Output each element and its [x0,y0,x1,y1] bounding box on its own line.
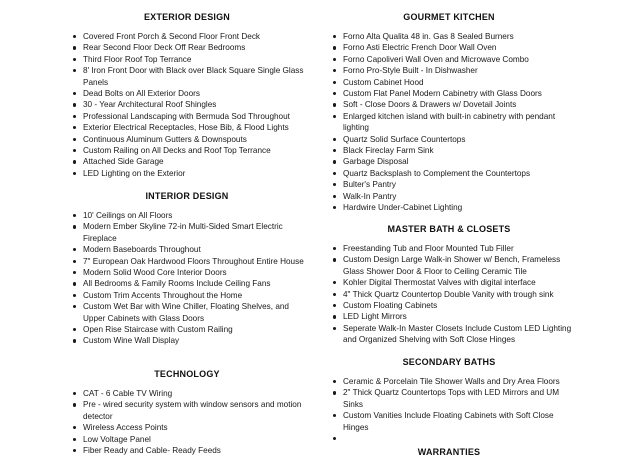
secondary-baths-list [322,376,576,433]
technology-section [62,369,312,456]
list-item: Bulter's Pantry [322,179,576,190]
list-item: Attached Side Garage [62,156,312,167]
master-bath-closets-heading: MASTER BATH & CLOSETS [387,224,511,234]
interior-design-list [62,210,312,347]
list-item: Quartz Backsplash to Complement the Countertops [322,168,576,179]
secondary-baths-section [322,357,576,433]
secondary-baths-heading: SECONDARY BATHS [402,357,496,367]
list-item: Custom Flat Panel Modern Cabinetry with Glass Doors [322,88,576,99]
list-item: Seperate Walk-In Master Closets Include Custom LED Lighting and Organized Shelving with Soft Close Hinges [322,323,576,346]
interior-design-section [62,191,312,347]
list-item: Forno Asti Electric French Door Wall Oven [322,42,576,53]
list-item: Modern Solid Wood Core Interior Doors [62,267,312,278]
list-item: Custom Railing on All Decks and Roof Top Terrance [62,145,312,156]
list-item: Kohler Digital Thermostat Valves with digital interface [322,277,576,288]
list-item: Freestanding Tub and Floor Mounted Tub Filler [322,243,576,254]
list-item: Hardwire Under-Cabinet Lighting [322,202,576,213]
list-item: Quartz Solid Surface Countertops [322,134,576,145]
list-item: Forno Alta Qualita 48 in. Gas 8 Sealed Burners [322,31,576,42]
gourmet-kitchen-heading: GOURMET KITCHEN [403,12,495,22]
list-item: Black Fireclay Farm Sink [322,145,576,156]
list-item: Soft - Close Doors & Drawers w/ Dovetail Joints [322,99,576,110]
list-item: 2" Thick Quartz Countertops Tops with LED Mirrors and UM Sinks [322,387,576,410]
list-item: 4" Thick Quartz Countertop Double Vanity with trough sink [322,289,576,300]
exterior-design-section [62,12,312,179]
list-item: Open Rise Staircase with Custom Railing [62,324,312,335]
warranties-section [322,447,576,457]
list-item: Custom Cabinet Hood [322,77,576,88]
gourmet-kitchen-list [322,31,576,214]
list-item: LED Lighting on the Exterior [62,168,312,179]
list-item: Exterior Electrical Receptacles, Hose Bib, & Flood Lights [62,122,312,133]
list-item: Ceramic & Porcelain Tile Shower Walls and Dry Area Floors [322,376,576,387]
list-item: Enlarged kitchen island with built-in cabinetry with pendant lighting [322,111,576,134]
list-item: Third Floor Roof Top Terrance [62,54,312,65]
list-item: Modern Ember Skyline 72-in Multi-Sided Smart Electric Fireplace [62,221,312,244]
list-item: Professional Landscaping with Bermuda Sod Throughout [62,111,312,122]
gourmet-kitchen-section [322,12,576,214]
list-item: All Bedrooms & Family Rooms Include Ceiling Fans [62,278,312,289]
list-item: Custom Wine Wall Display [62,335,312,346]
list-item: CAT - 6 Cable TV Wiring [62,388,312,399]
list-item: 10' Ceilings on All Floors [62,210,312,221]
list-item: Custom Trim Accents Throughout the Home [62,290,312,301]
list-item: Custom Wet Bar with Wine Chiller, Floating Shelves, and Upper Cabinets with Glass Doors [62,301,312,324]
list-item: Fiber Ready and Cable- Ready Feeds [62,445,312,456]
list-item: Low Voltage Panel [62,434,312,445]
exterior-design-heading: EXTERIOR DESIGN [143,12,230,22]
technology-list [62,388,312,456]
list-item: 30 - Year Architectural Roof Shingles [62,99,312,110]
list-item: Forno Pro-Style Built - In Dishwasher [322,65,576,76]
exterior-design-list [62,31,312,179]
list-item: 7" European Oak Hardwood Floors Throughout Entire House [62,256,312,267]
list-item: Walk-In Pantry [322,191,576,202]
list-item: Continuous Aluminum Gutters & Downspouts [62,134,312,145]
list-item: Custom Floating Cabinets [322,300,576,311]
interior-design-heading: INTERIOR DESIGN [145,191,229,201]
warranties-heading: WARRANTIES [417,447,481,457]
list-item: Rear Second Floor Deck Off Rear Bedrooms [62,42,312,53]
list-item: Custom Design Large Walk-in Shower w/ Bench, Frameless Glass Shower Door & Floor to Ceiling Ceramic Tile [322,254,576,277]
technology-heading: TECHNOLOGY [154,369,220,379]
list-item: Wireless Access Points [62,422,312,433]
list-item: Custom Vanities Include Floating Cabinets with Soft Close Hinges [322,410,576,433]
list-item: LED Light Mirrors [322,311,576,322]
list-item: Modern Baseboards Throughout [62,244,312,255]
list-item: Forno Capoliveri Wall Oven and Microwave Combo [322,54,576,65]
master-bath-closets-section [322,224,576,346]
list-item: Covered Front Porch & Second Floor Front Deck [62,31,312,42]
list-item: Garbage Disposal [322,156,576,167]
list-item: Pre - wired security system with window sensors and motion detector [62,399,312,422]
list-item: Dead Bolts on All Exterior Doors [62,88,312,99]
master-bath-closets-list [322,243,576,346]
list-item: 8' Iron Front Door with Black over Black Square Single Glass Panels [62,65,312,88]
